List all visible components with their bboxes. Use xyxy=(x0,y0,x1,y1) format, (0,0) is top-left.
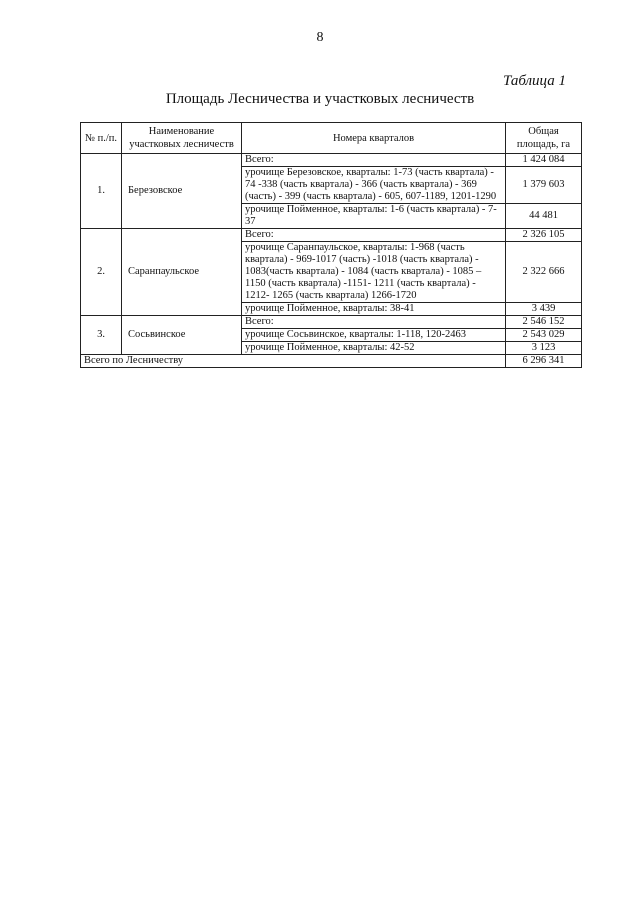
row-quarters: урочище Сосьвинское, кварталы: 1-118, 120-2463 xyxy=(242,329,506,342)
row-area: 2 322 666 xyxy=(506,242,582,303)
row-quarters: урочище Пойменное, кварталы: 38-41 xyxy=(242,303,506,316)
forest-area-table xyxy=(80,122,582,368)
row-num: 1. xyxy=(81,154,122,229)
row-total-area: 1 424 084 xyxy=(506,154,582,167)
row-quarters: урочище Саранпаульское, кварталы: 1-968 (часть квартала) - 969-1017 (часть) -1018 (часть квартала) - 1083(часть квартала) - 1084 (часть квартала) - 1085 – 1150 (часть квартала) -1151- 1211 (часть квартала) - 1212- 1265 (часть квартала) 1266-1720 xyxy=(242,242,506,303)
row-quarters: урочище Березовское, кварталы: 1-73 (часть квартала) - 74 -338 (часть квартала) - 366 (часть квартала) - 369 (часть) - 399 (часть квартала) - 605, 607-1189, 1201-1290 xyxy=(242,167,506,204)
document-title: Площадь Лесничества и участковых лесничеств xyxy=(165,91,475,107)
row-total-label: Всего: xyxy=(242,229,506,242)
grand-total-label: Всего по Лесничеству xyxy=(81,355,506,368)
header-num: № п./п. xyxy=(81,123,122,154)
row-quarters: урочище Пойменное, кварталы: 42-52 xyxy=(242,342,506,355)
header-area: Общая площадь, га xyxy=(506,123,582,154)
row-quarters: урочище Пойменное, кварталы: 1-6 (часть квартала) - 7-37 xyxy=(242,204,506,229)
row-total-area: 2 546 152 xyxy=(506,316,582,329)
row-area: 44 481 xyxy=(506,204,582,229)
row-total-label: Всего: xyxy=(242,154,506,167)
page-number: 8 xyxy=(316,30,324,45)
row-num: 2. xyxy=(81,229,122,316)
table-caption: Таблица 1 xyxy=(503,73,566,89)
row-num: 3. xyxy=(81,316,122,355)
row-area: 1 379 603 xyxy=(506,167,582,204)
row-total-label: Всего: xyxy=(242,316,506,329)
row-area: 3 439 xyxy=(506,303,582,316)
row-total-area: 2 326 105 xyxy=(506,229,582,242)
table-row xyxy=(81,316,582,329)
table-header-row xyxy=(81,123,582,154)
table-row xyxy=(81,154,582,167)
header-name: Наименование участковых лесничеств xyxy=(122,123,242,154)
row-name: Березовское xyxy=(122,154,242,229)
header-quarters: Номера кварталов xyxy=(242,123,506,154)
row-name: Сосьвинское xyxy=(122,316,242,355)
grand-total-area: 6 296 341 xyxy=(506,355,582,368)
table-row xyxy=(81,229,582,242)
grand-total-row xyxy=(81,355,582,368)
row-area: 3 123 xyxy=(506,342,582,355)
row-area: 2 543 029 xyxy=(506,329,582,342)
row-name: Саранпаульское xyxy=(122,229,242,316)
